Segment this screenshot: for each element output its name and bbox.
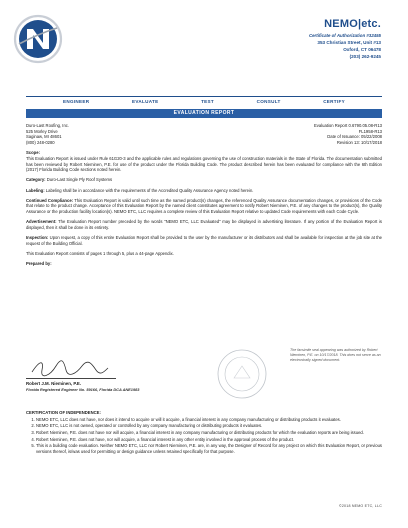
continued-compliance-text: This Evaluation Report is valid until such time as the named product(s) changes, the referenced Quality Assurance documentation changes, or provisions of the Code that relate to the product change. Acceptance of this Evaluation Report by the named client constitutes agreement to notify Robert Nieminen, P.E. of any changes to the product(s), the Quality Assurance or the production facility location(s). NEMO ETC, LLC requires a complete review of this Evaluation Report relative to updated Code requirements with each Code Cycle.: [26, 197, 382, 215]
category-section: [26, 177, 382, 183]
scope-text: This Evaluation Report is issued under Rule 61G20-3 and the applicable rules and regulations governing the use of construction materials in the State of Florida. The documentation submitted has been reviewed by Robert Nieminen, P.E. for use of the product under the Florida Building Code. The product described herein has been evaluated for compliance with the 6th Edition (2017) Florida Building Code sections noted herein.: [26, 155, 382, 173]
list-item: 4. Robert Nieminen, P.E. does not have, nor will acquire, a financial interest in any other entity involved in the approval process of the product.: [36, 437, 382, 443]
list-item: 2. NEMO ETC, LLC is not owned, operated or controlled by any company manufacturing or distributing products it evaluates.: [36, 423, 382, 429]
certification-heading: CERTIFICATION OF INDEPENDENCE:: [26, 410, 101, 415]
report-number: Evaluation Report 0.6790.05.08-R13: [314, 123, 382, 128]
engineer-seal-icon: [216, 348, 268, 400]
client-and-report-info: [26, 123, 382, 146]
service-nav: [26, 96, 382, 107]
certification-list: [26, 417, 382, 455]
signer-block: [26, 381, 139, 392]
client-name: Duro-Last Roofing, Inc.: [26, 123, 70, 128]
category-label: Category:: [26, 177, 46, 183]
nav-test: TEST: [201, 99, 215, 104]
advertisement-text: The Evaluation Report number preceded by the words "NEMO ETC, LLC Evaluated" may be displayed in advertising literature. If any portion of the Evaluation Report is displayed, then it shall be done in its entirety.: [26, 219, 382, 230]
client-address-line2: Saginaw, MI 48601: [26, 134, 62, 140]
category-text: Duro-Last Single Ply Roof Systems: [46, 177, 113, 183]
nav-consult: CONSULT: [256, 99, 281, 104]
pages-note: This Evaluation Report consists of pages 1 through 5, plus a 44-page Appendix.: [26, 250, 174, 256]
advertisement-section: [26, 219, 382, 230]
issuance-date: Date of Issuance: 05/22/2008: [327, 134, 382, 140]
advertisement-label: Advertisement:: [26, 219, 57, 225]
company-phone: (203) 262-9245: [349, 53, 381, 59]
fl-number: FL1958-R13: [358, 128, 382, 134]
list-item: 3. Robert Nieminen, P.E. does not have nor will acquire, a financial interest in any company manufacturing or distributing products for which the evaluation reports are being issued.: [36, 430, 382, 436]
list-item: 5. This is a building code evaluation. Neither NEMO ETC, LLC nor Robert Nieminen, P.E. are, in any way, the Designer of Record for any project on which this Evaluation Report, or previous versions thereof, is/was used for permitting or design guidance unless retained specifically for that purpose.: [36, 443, 382, 454]
client-block: [26, 123, 69, 146]
revision-date: Revision 13: 10/17/2018: [336, 140, 382, 146]
labeling-label: Labeling:: [26, 187, 45, 193]
company-name: NEMO|etc.: [324, 18, 381, 30]
signature-icon: [30, 358, 110, 378]
report-title-bar: EVALUATION REPORT: [26, 109, 382, 118]
report-body: [26, 123, 382, 267]
company-header: [309, 17, 381, 60]
client-phone: (800) 248-0280: [26, 140, 55, 146]
nav-certify: CERTIFY: [323, 99, 345, 104]
report-meta-block: [314, 123, 382, 146]
nemo-logo-icon: [13, 14, 63, 64]
client-address-line1: 525 Morley Drive: [26, 128, 58, 134]
signature-line: [26, 378, 116, 379]
labeling-text: Labeling shall be in accordance with the requirements of the Accredited Quality Assurance Agency noted herein.: [45, 187, 254, 193]
list-item: 1. NEMO ETC, LLC does not have, nor does it intend to acquire or will it acquire, a financial interest in any company manufacturing or distributing products it evaluates.: [36, 417, 382, 423]
prepared-by-label: Prepared by:: [26, 261, 52, 267]
continued-compliance-section: [26, 198, 382, 215]
inspection-section: [26, 235, 382, 246]
nav-evaluate: EVALUATE: [132, 99, 159, 104]
signature-area: [26, 340, 382, 400]
company-address-line1: 353 Christian Street, Unit #13: [317, 39, 381, 45]
labeling-section: [26, 188, 382, 194]
company-tagline: Certificate of Authorization #32455: [308, 32, 381, 38]
footer-copyright: ©2018 NEMO ETC, LLC: [339, 504, 382, 508]
scope-label: Scope:: [26, 150, 40, 156]
company-address-line2: Oxford, CT 06478: [343, 46, 381, 52]
inspection-label: Inspection:: [26, 235, 49, 241]
inspection-text: Upon request, a copy of this entire Evaluation Report shall be provided to the user by the manufacturer or its distributors and shall be available for inspection at the job site at the request of the Building Official.: [26, 235, 383, 246]
certification-section: [26, 410, 382, 455]
scope-section: [26, 150, 382, 173]
nav-engineer: ENGINEER: [63, 99, 90, 104]
signer-license: Florida Registered Engineer No. 59166, Florida DCA ANE1983: [26, 386, 140, 392]
signer-name: Robert J.M. Nieminen, P.E.: [26, 381, 82, 386]
continued-compliance-label: Continued Compliance:: [26, 197, 74, 203]
seal-note: The facsimile seal appearing was authorized by Robert Nieminen, P.E. on 10/17/2018. This does not serve as an electronically signed document.: [290, 348, 381, 362]
